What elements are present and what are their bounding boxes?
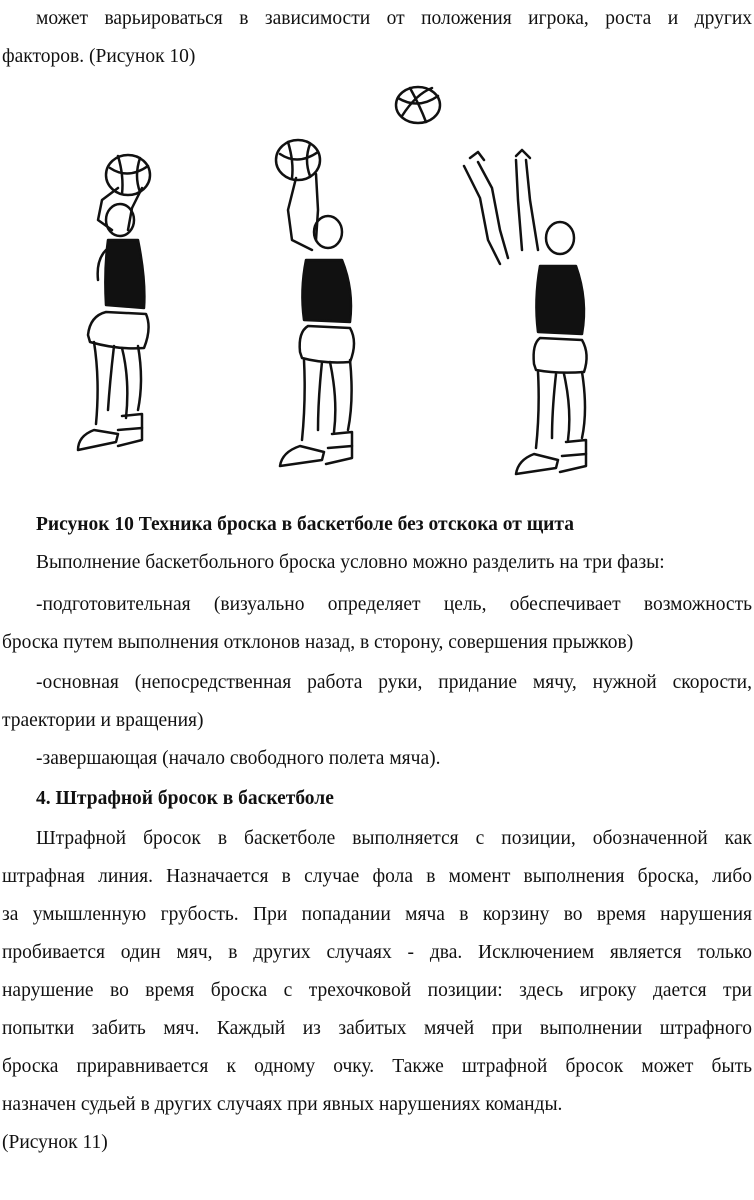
section-line-6: попытки забить мяч. Каждый из забитых мячей при выполнении штрафного (2, 1018, 752, 1039)
phase-preparation-line-1: -подготовительная (визуально определяет цель, обеспечивает возможность (36, 594, 752, 615)
section-line-4: пробивается один мяч, в других случаях - два. Исключением является только (2, 942, 752, 963)
phase-final: -завершающая (начало свободного полета мяча). (36, 748, 441, 769)
section-heading: 4. Штрафной бросок в баскетболе (36, 788, 334, 809)
intro-line-1: может варьироваться в зависимости от положения игрока, роста и других (36, 8, 752, 29)
section-line-8: назначен судьей в других случаях при явных нарушениях команды. (2, 1094, 563, 1115)
flying-ball-icon (396, 87, 440, 123)
figure-caption: Рисунок 10 Техника броска в баскетболе без отскока от щита (36, 514, 574, 535)
section-line-3: за умышленную грубость. При попадании мяча в корзину во время нарушения (2, 904, 752, 925)
player-release-icon (464, 150, 587, 474)
section-line-5: нарушение во время броска с трехочковой позиции: здесь игроку дается три (2, 980, 752, 1001)
phase-preparation-line-2: броска путем выполнения отклонов назад, в сторону, совершения прыжков) (2, 632, 634, 653)
phase-main-line-2: траектории и вращения) (2, 710, 204, 731)
figure-basketball-shot (60, 80, 600, 480)
player-preparation-icon (78, 155, 150, 450)
section-line-2: штрафная линия. Назначается в случае фола в момент выполнения броска, либо (2, 866, 752, 887)
section-line-7: броска приравнивается к одному очку. Также штрафной бросок может быть (2, 1056, 752, 1077)
phases-intro: Выполнение баскетбольного броска условно можно разделить на три фазы: (36, 552, 665, 573)
figure-reference: (Рисунок 11) (2, 1132, 108, 1153)
player-main-phase-icon (276, 140, 354, 466)
intro-line-2: факторов. (Рисунок 10) (2, 46, 196, 67)
basketball-shot-phases-illustration (60, 80, 600, 480)
phase-main-line-1: -основная (непосредственная работа руки, придание мячу, нужной скорости, (36, 672, 752, 693)
section-line-1: Штрафной бросок в баскетболе выполняется с позиции, обозначенной как (36, 828, 752, 849)
